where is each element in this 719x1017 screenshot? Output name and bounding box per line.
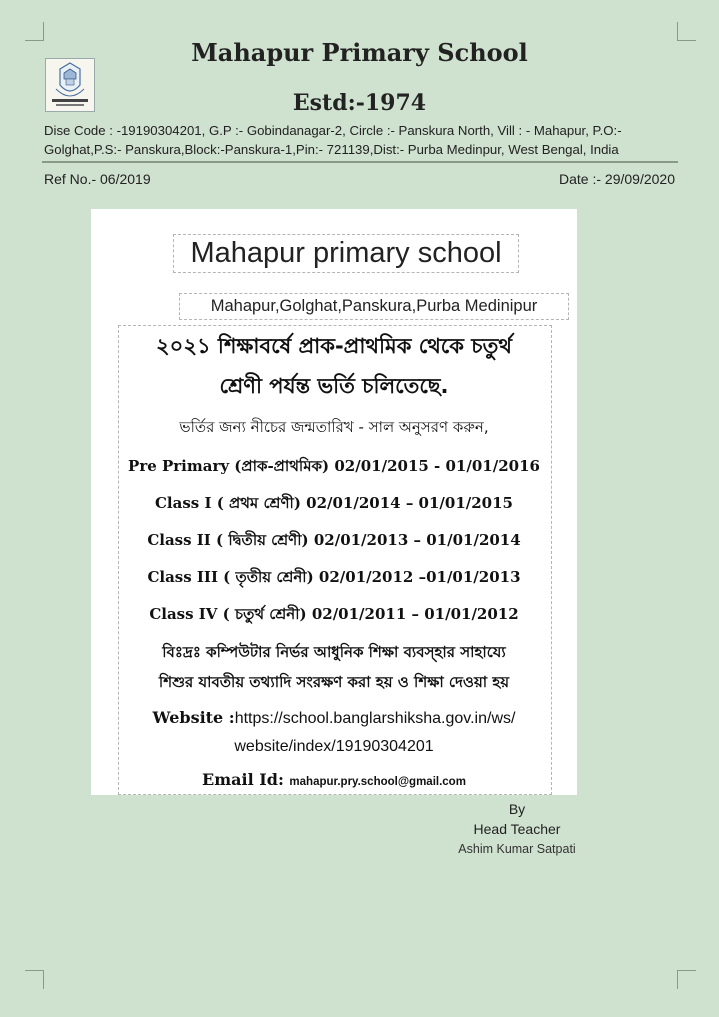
website-label: Website : (152, 708, 235, 727)
notice-title: Mahapur primary school (173, 234, 519, 273)
email-address: mahapur.pry.school@gmail.com (289, 776, 466, 788)
note-line-2: শিশুর যাবতীয় তথ্যাদি সংরক্ষণ করা হয় ও শিক্ষা দেওয়া হয় (158, 673, 510, 691)
admission-notice-image (91, 209, 577, 795)
address-line-1: Dise Code : -19190304201, G.P :- Gobindanagar-2, Circle :- Panskura North, Vill : - Mahapur, P.O:- (44, 123, 622, 138)
established-year: Estd:-1974 (292, 90, 427, 116)
notice-address: Mahapur,Golghat,Panskura,Purba Medinipur (179, 293, 569, 320)
class-row-class-2: Class II ( দ্বিতীয় শ্রেণী) 02/01/2013 – 01/01/2014 (147, 531, 521, 549)
class-row-class-1: Class I ( প্রথম শ্রেণী) 02/01/2014 – 01/01/2015 (154, 494, 513, 512)
letter-date: Date :- 29/09/2020 (559, 171, 675, 187)
email-line (91, 770, 577, 790)
email-label: Email Id: (202, 770, 290, 789)
corner-mark-bottom-left (25, 970, 44, 989)
school-name-heading: Mahapur Primary School (191, 38, 528, 67)
class-row-class-4: Class IV ( চতুর্থ শ্রেনী) 02/01/2011 – 01/01/2012 (149, 605, 519, 623)
reference-number: Ref No.- 06/2019 (44, 171, 151, 187)
corner-mark-bottom-right (677, 970, 696, 989)
header-divider (42, 161, 678, 163)
signature-by: By (508, 801, 526, 817)
signature-role: Head Teacher (473, 821, 561, 837)
class-row-pre-primary: Pre Primary (প্রাক-প্রাথমিক) 02/01/2015 - 01/01/2016 (128, 457, 540, 475)
website-url-part-2: website/index/19190304201 (234, 738, 434, 755)
admission-headline-1: ২০২১ শিক্ষাবর্ষে প্রাক-প্রাথমিক থেকে চতুর্থ (156, 334, 512, 358)
note-line-1: বিঃদ্রঃ কম্পিউটার নির্ভর আধুনিক শিক্ষা ব্যবস্হার সাহায্যে (162, 643, 506, 661)
address-line-2: Golghat,P.S:- Panskura,Block:-Panskura-1,Pin:- 721139,Dist:- Purba Medinpur, West Bengal, India (44, 142, 619, 157)
class-row-class-3: Class III ( তৃতীয় শ্রেনী) 02/01/2012 –01/01/2013 (147, 568, 521, 586)
school-address (44, 121, 684, 159)
website-line (91, 708, 577, 728)
admission-headline-2: শ্রেণী পর্যন্ত ভর্তি চলিতেছে. (219, 374, 449, 398)
signature-name: Ashim Kumar Satpati (458, 842, 576, 856)
birthdate-instruction: ভর্তির জন্য নীচের জন্মতারিখ - সাল অনুসরণ করুন, (179, 418, 489, 436)
website-url-part-1: https://school.banglarshiksha.gov.in/ws/ (234, 710, 516, 727)
